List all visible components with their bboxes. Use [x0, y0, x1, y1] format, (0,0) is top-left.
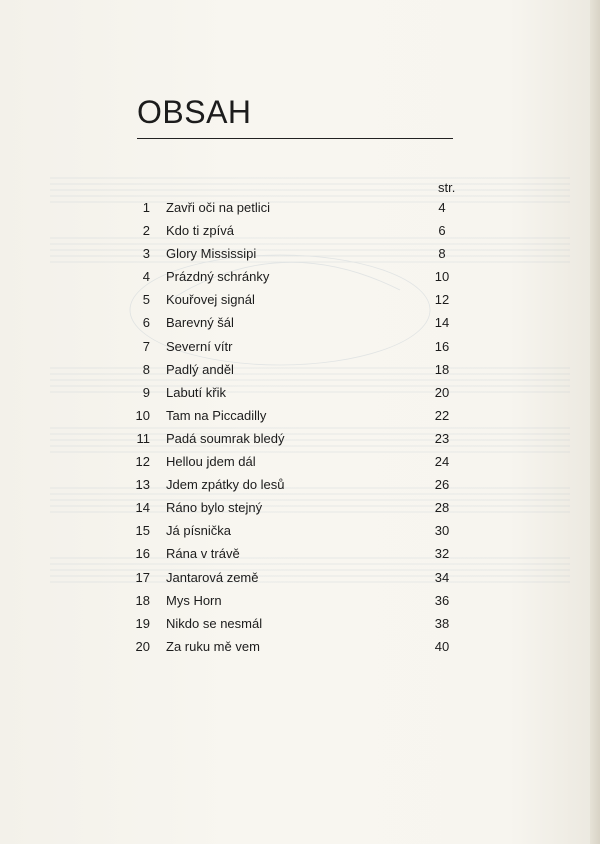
toc-title: Jantarová země — [166, 569, 259, 585]
toc-number: 11 — [136, 430, 150, 446]
toc-page: 18 — [434, 361, 450, 377]
page-edge — [590, 0, 600, 844]
toc-number: 18 — [135, 592, 150, 608]
toc-number: 9 — [142, 384, 150, 400]
toc-page: 26 — [434, 477, 450, 493]
toc-page: 36 — [434, 592, 450, 608]
toc-row — [118, 288, 458, 311]
toc-page: 28 — [434, 500, 450, 516]
toc-row — [118, 542, 458, 565]
toc-title: Padlý anděl — [166, 361, 234, 377]
toc-title: Rána v trávě — [166, 546, 240, 562]
toc-number: 7 — [142, 338, 150, 354]
toc-number: 10 — [135, 407, 150, 423]
toc-page: 34 — [434, 569, 450, 585]
toc-title: Padá soumrak bledý — [166, 430, 285, 446]
toc-row — [118, 589, 458, 612]
toc-page: 4 — [438, 200, 446, 215]
toc-page: 8 — [438, 246, 446, 262]
toc-row — [118, 196, 458, 219]
toc-title: Severní vítr — [166, 338, 233, 354]
toc-row — [118, 450, 458, 473]
toc-row — [118, 219, 458, 242]
toc-number: 6 — [142, 315, 150, 331]
toc-row — [118, 473, 458, 496]
toc-number: 8 — [142, 361, 150, 377]
toc-number: 14 — [135, 500, 150, 516]
toc-number: 17 — [135, 569, 150, 585]
page-title: OBSAH — [137, 94, 252, 130]
toc-title: Hellou jdem dál — [166, 454, 256, 470]
toc-title: Barevný šál — [166, 315, 234, 331]
toc-page: 12 — [434, 292, 450, 308]
toc-title: Mys Horn — [166, 592, 222, 608]
toc-page: 40 — [434, 638, 450, 654]
toc-page: 32 — [434, 546, 450, 562]
toc-number: 1 — [142, 200, 150, 215]
toc-row — [118, 358, 458, 381]
toc-number: 16 — [135, 546, 150, 562]
toc-page: 22 — [434, 407, 450, 423]
toc-row — [118, 519, 458, 542]
page-column-label: str. — [438, 180, 456, 195]
toc-title: Zavři oči na petlici — [166, 200, 271, 215]
toc-number: 3 — [142, 246, 150, 262]
toc-row — [118, 265, 458, 288]
toc-title: Tam na Piccadilly — [166, 407, 267, 423]
toc-page: 24 — [434, 454, 450, 470]
toc-number: 2 — [142, 223, 150, 239]
toc-title: Prázdný schránky — [166, 269, 270, 285]
toc-title: Ráno bylo stejný — [166, 500, 263, 516]
toc-title: Kdo ti zpívá — [166, 223, 234, 239]
toc-number: 4 — [142, 269, 150, 285]
table-of-contents — [118, 196, 458, 658]
toc-page: 14 — [434, 315, 450, 331]
toc-row — [118, 242, 458, 265]
toc-page: 23 — [434, 430, 450, 446]
toc-row — [118, 381, 458, 404]
toc-number: 20 — [135, 638, 150, 654]
toc-title: Za ruku mě vem — [166, 638, 260, 654]
title-underline — [137, 138, 453, 139]
toc-page: 38 — [434, 615, 450, 631]
toc-title: Kouřovej signál — [166, 292, 255, 308]
toc-row — [118, 496, 458, 519]
toc-title: Já písnička — [166, 523, 232, 539]
toc-number: 13 — [135, 477, 150, 493]
toc-row — [118, 311, 458, 334]
toc-title: Labutí křik — [166, 384, 226, 400]
toc-number: 5 — [142, 292, 150, 308]
toc-number: 12 — [135, 454, 150, 470]
toc-number: 15 — [135, 523, 150, 539]
toc-row — [118, 404, 458, 427]
toc-page: 16 — [434, 338, 450, 354]
toc-row — [118, 635, 458, 658]
toc-page: 20 — [434, 384, 450, 400]
toc-row — [118, 427, 458, 450]
toc-title: Jdem zpátky do lesů — [166, 477, 285, 493]
toc-row — [118, 566, 458, 589]
toc-page: 6 — [438, 223, 446, 239]
toc-page: 30 — [434, 523, 450, 539]
toc-title: Nikdo se nesmál — [166, 615, 263, 631]
toc-row — [118, 612, 458, 635]
toc-row — [118, 335, 458, 358]
toc-page: 10 — [434, 269, 450, 285]
toc-title: Glory Mississipi — [166, 246, 257, 262]
toc-number: 19 — [135, 615, 150, 631]
